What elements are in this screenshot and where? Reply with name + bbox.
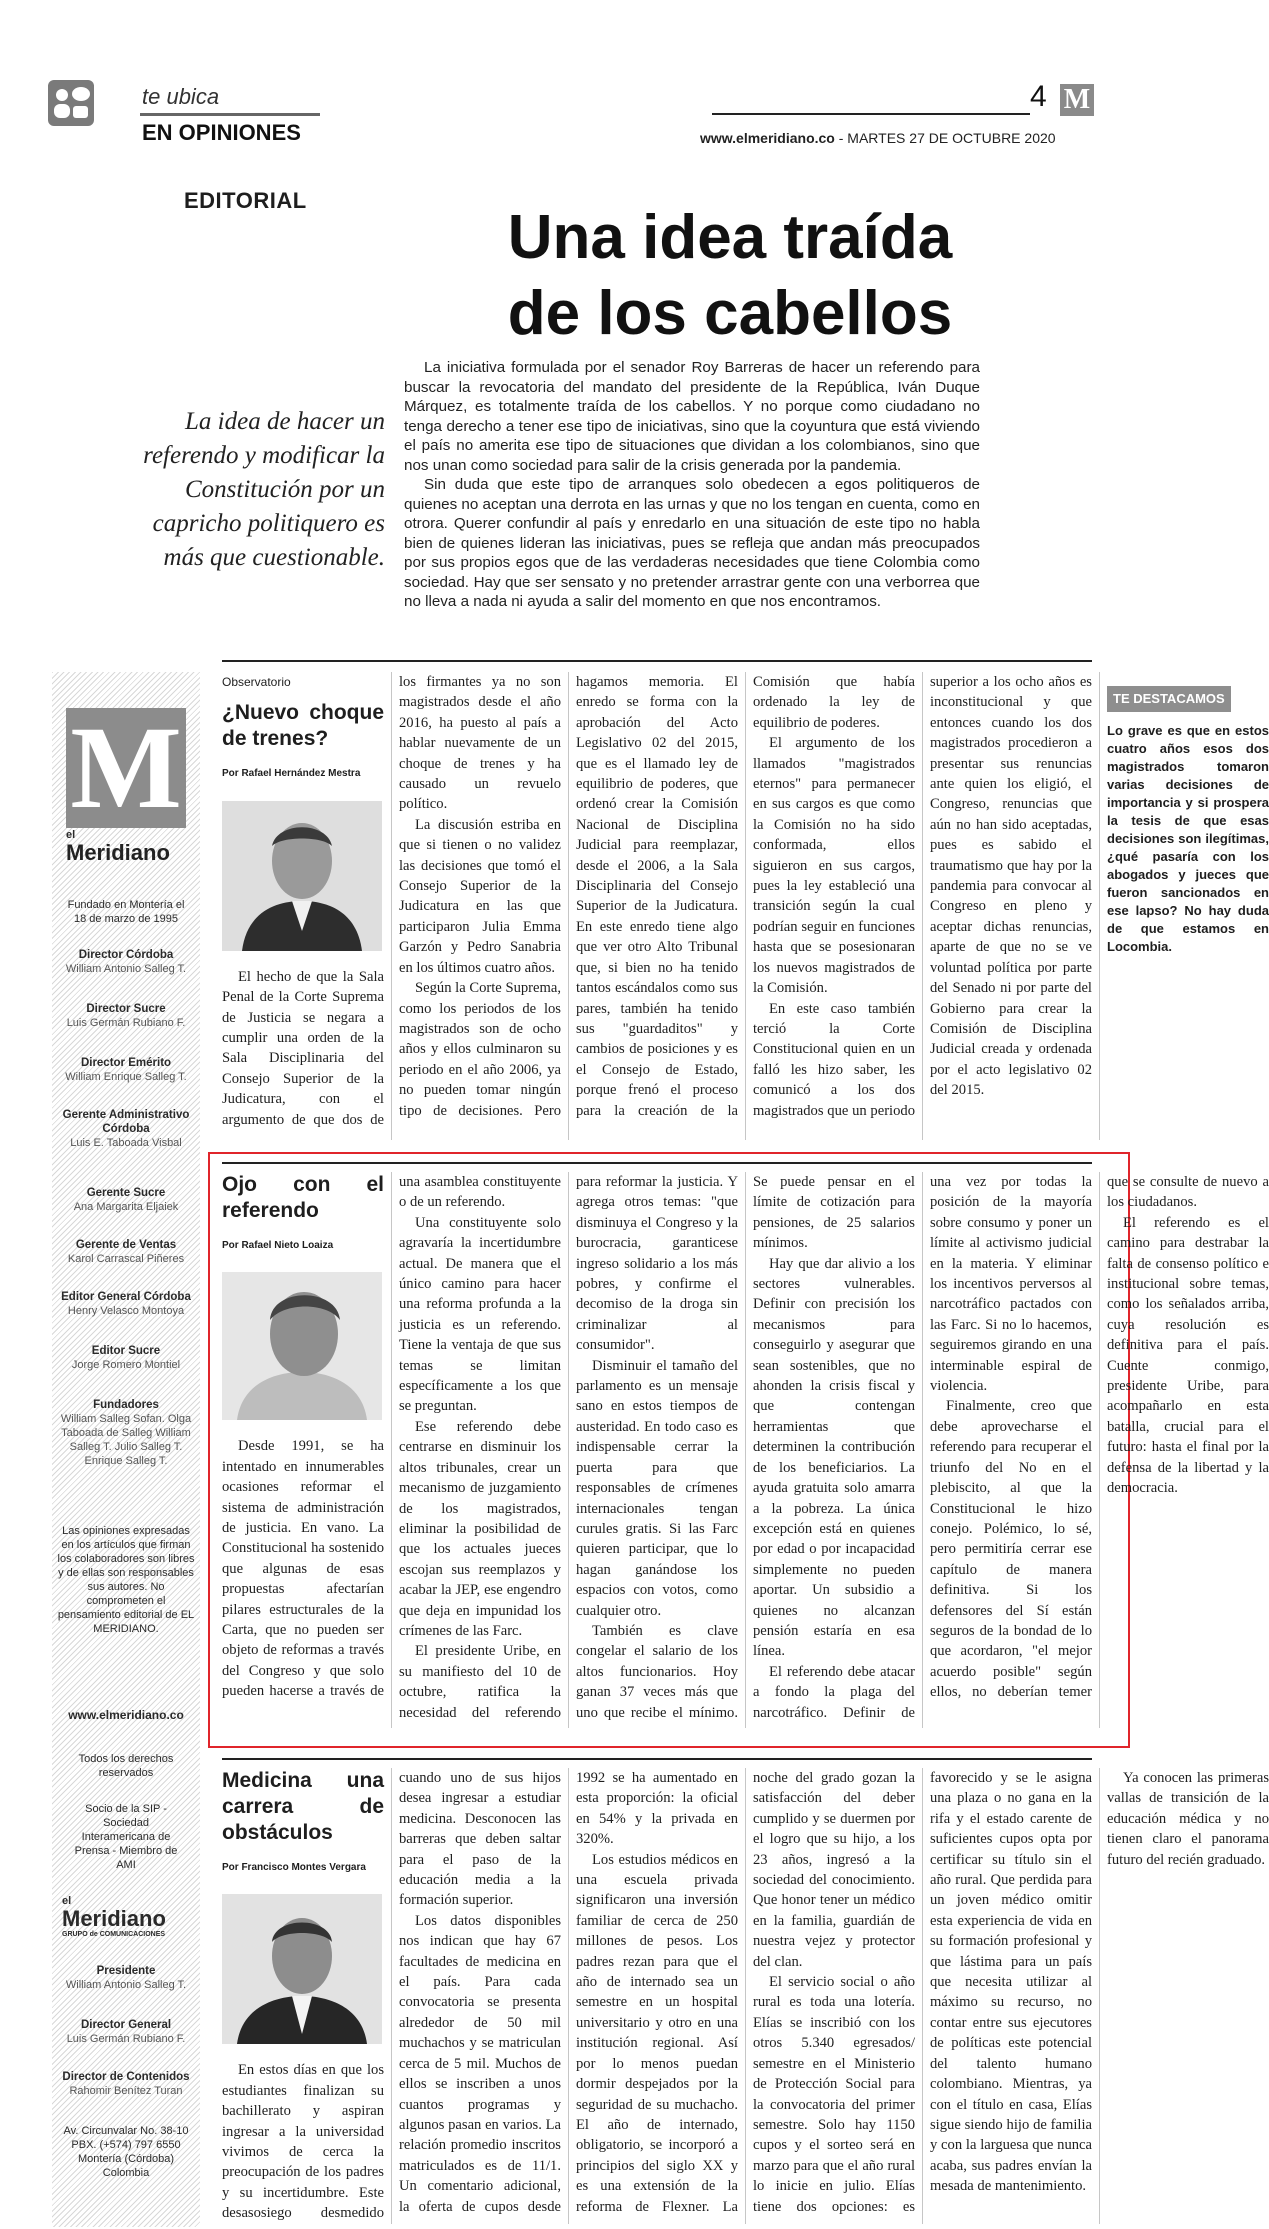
group-logo [62,1896,198,1939]
header-rule [712,113,1030,115]
site-url[interactable]: www.elmeridiano.co [700,130,835,146]
column-paragraph: En este caso también terció la Corte Constitucional quien en un falló les hizo saber, les comunicó a los dos magistrados que un periodo superior a los ocho años es inconstitucional y que entonces cuando los dos magistrados procedieron a presentar sus renuncias ante quien los eligió, el Congreso, renuncias que aún no han sido aceptadas, pues es sabido el traumatismo que hay por la pandemia para convocar al Congreso en pleno y aceptar dichas renuncias, aparte de que no se ve voluntad política por parte del Senado ni por parte del Gobierno para crear la Comisión de Disciplina Judicial creada y ordenada por el acto legislativo 02 del 2015. [753,674,1092,1119]
editorial-paragraph: La iniciativa formulada por el senador Roy Barreras de hacer un referendo para buscar la revocatoria del mandato del presidente de la República, Iván Duque Márquez, es totalmente traída de los cabellos. Y no porque como ciudadano no tenga derecho a tener ese tipo de iniciativas, sino que la coyuntura que está viviendo el país no amerita ese tipo de situaciones que dividan a los colombianos, sino que nos unan como sociedad para salir de la crisis generada por la pandemia. [404,359,980,474]
editorial-title-line-1: Una idea traída [507,203,953,272]
founded-text: Fundado en Montería el 18 de marzo de 1995 [67,899,185,925]
group-logo-name: Meridiano [62,1906,166,1931]
author-photo [222,801,382,951]
masthead-brand [66,830,196,865]
staff-role: Director de Contenidos Rahomir Benítez Turan [62,2071,190,2097]
editorial-title [410,200,1050,352]
column-paragraph: El referendo es el camino para destrabar la falta de consenso político e institucional sobre temas, como los señalados arriba, cuya resolución es definitiva para el país. Cuente conmigo, presidente Uribe, para acompañarlo en esta batalla, crucial para el futuro: hasta el final por la defensa de la libertad y la democracia. [1107,1214,1269,1497]
editorial-body [404,358,980,612]
editorial-title-line-2: de los cabellos [507,279,953,348]
masthead-brand-name: Meridiano [66,840,170,865]
column-paragraph: La discusión estriba en que si tienen o no validez las decisiones que tomó el Consejo Superior de la Judicatura en las que participaron Julia Emma Garzón y Pedro Sanabria en los últimos cuatro años. [399,816,561,976]
page-number: 4 [1030,80,1047,113]
editorial-paragraph: Sin duda que este tipo de arranques solo obedecen a egos politiqueros de quienes no aceptan una derrota en las urnas y que no los tengan en cuenta, como en otrora. Querer confundir al país y enredarlo en una situación de este tipo no habla bien de quienes lideran las iniciativas, pues se refleja que andan más preocupados por sus propios egos que de las verdaderas necesidades que tiene Colombia como sociedad. Hay que ser sensato y no pretender arrastrar gente con una verborrea que no lleva a nada ni ayuda a salir del momento en que nos encontramos. [404,476,980,610]
staff-role: Director Emérito William Enrique Salleg T. [65,1057,187,1083]
column-paragraph: Ese referendo debe centrarse en disminuir los altos tribunales, crear un mecanismo de juzgamiento de los magistrados, eliminar la posibilidad de que los actuales jueces escojan sus reemplazos y acabar la JEP, ese engendro que deja en impunidad los crímenes de las Farc. [399,1418,561,1639]
author-photo [222,1272,382,1420]
column-paragraph: Según la Corte Suprema, como los periodos de los magistrados son de ocho años y ellos culminaron su periodo en el año 2006, ya no pueden tomar ningún tipo de decisiones. Pero hagamos memoria. El enredo se forma con la aprobación del Acto Legislativo 02 del 2015, que es el llamado ley de equilibrio de poderes, que ordenó crear la Comisión Nacional de Disciplina Judicial para reemplazar, desde el 2006, a la Sala Disciplinaria del Consejo Superior de la Judicatura. En este enredo tiene algo que ver otro Alto Tribunal que, si bien no ha tenido tantos escándalos como sus pares, también ha tenido sus "guardaditos" y cambios de posiciones y es el Consejo de Estado, porque frenó el proceso para la creación de la Comisión que había ordenado la ley de equilibrio de poderes. [399,674,915,1119]
column-title: ¿Nuevo choque de trenes? [222,701,384,751]
header-dateline [700,130,1056,146]
highlight-label: TE DESTACAMOS [1107,686,1231,712]
column-rule [222,660,1092,662]
column-byline: Por Francisco Montes Vergara [222,1862,366,1873]
author-photo [222,1894,382,2044]
column-paragraph: El presidente Uribe, en su manifiesto del 10 de octubre, ratifica la necesidad del referendo para reformar la justicia. Y agrega otros temas: "que disminuya el Congreso y la burocracia, garanticese ingreso solidario a los más pobres, y confirme el decomiso de la droga sin criminalizar al consumidor". [399,1174,738,1721]
editorial-pullquote: La idea de hacer un referendo y modificar la Constitución por un capricho politiquero es más que cuestionable. [143,408,385,571]
column-paragraph: Los estudios médicos en una escuela privada significaron una inversión familiar de cerca de 250 millones de pesos. Los padres rezan para que el año de internado sea un semestre en un hospital universitario y otro en una institución regional. Así por lo menos puedan dormir despejados por la seguridad de su muchacho. El año de internado, obligatorio, se incorporó a principios del siglo XX y es una extensión de la reforma de Flexner. La noche del grado gozan la satisfacción del deber cumplido y se duermen por el logro que su hijo, a los 23 años, ingresó a la sociedad del conocimiento. Que honor tener un médico en la familia, guardián de nuestra vejez y protector del clan. [576,1770,915,2215]
column-paragraph: Ya conocen las primeras vallas de transición de la educación médica y no tienen claro el panorama futuro del recién graduado. [1107,1770,1269,1868]
column-observatorio [222,672,1269,1140]
column-byline: Por Rafael Hernández Mestra [222,768,361,780]
column-paragraph: Disminuir el tamaño del parlamento es un mensaje sano en estos tiempos de austeridad. En todo caso es indispensable cerrar la puerta para que responsables de crímenes internacionales tengan curules gratis. Si las Farc quieren participar, que lo hagan ganándose los espacios con votos, como cualquier otro. [576,1357,738,1619]
column-paragraph: El hecho de que la Sala Penal de la Corte Suprema de Justicia se negara a cumplir una orden de la Sala Disciplinaria del Consejo Superior de la Judicatura, con el argumento de que dos de los firmantes ya no son magistrados desde el año 2016, ha puesto al país a hablar nuevamente de un choque de trenes y ha causado un revuelo político. [222,674,561,1128]
issue-date: - MARTES 27 DE OCTUBRE 2020 [838,130,1056,146]
staff-role: Director Sucre Luis Germán Rubiano F. [66,1003,186,1029]
section-tag-rule [140,113,320,116]
column-paragraph: Desde 1991, se ha intentado en innumerables ocasiones reformar el sistema de administración de justicia. En vano. La Constitucional ha sostenido que algunas de esas propuestas afectarían pilares estructurales de la Carta, que no pueden ser objeto de reformas a través del Congreso y que solo pueden hacerse a través de una asamblea constituyente o de un referendo. [222,1174,561,1700]
member-text: Socio de la SIP - Sociedad Interamericana de Prensa - Miembro de AMI [74,1803,178,1871]
column-rule [222,1758,1092,1760]
section-label: EDITORIAL [184,188,307,213]
column-paragraph: El argumento de los llamados "magistrados eternos" para permanecer en sus cargos es que como la Comisión no ha sido conformada, ellos siguieron en sus cargos, pues la ley estableció una transición según la cual podrían seguir en funciones hasta que se posesionaran los nuevos magistrados de la Comisión. [753,735,915,997]
staff-role: Editor Sucre Jorge Romero Montiel [71,1345,181,1371]
rights-text: Todos los derechos reservados [78,1753,174,1779]
staff-role: Gerente Sucre Ana Margarita Eljaiek [73,1187,179,1213]
column-paragraph: También es clave congelar el salario de los altos funcionarios. Hoy ganan 37 veces más que uno que recibe el mínimo. Se puede pensar en el límite de cotización para pensiones, de 25 salarios mínimos. [576,1174,915,1721]
column-byline: Por Rafael Nieto Loaiza [222,1240,334,1251]
column-referendo [222,1172,1269,1728]
group-logo-sub: GRUPO de COMUNICACIONES [62,1931,166,1938]
masthead-brand-small: el [66,829,76,841]
staff-role: Director Córdoba William Antonio Salleg T. [65,949,187,975]
column-paragraph: Los datos disponibles nos indican que hay 67 facultades de medicina en el país. Para cada convocatoria se presenta alrededor de 50 mil muchachos y se matriculan cerca de 5 mil. Muchos de ellos se inscriben a unos cuantos programas y algunos pasan en varios. La relación promedio inscritos matriculados es de 11/1. Un comentario adicional, la oferta de cupos desde 1992 se ha aumentado en esta proporción: la oficial en 54% y la privada en 320%. [399,1770,738,2215]
column-medicina [222,1768,1269,2224]
masthead-sidebar [52,672,200,2227]
column-rule [222,1162,1092,1164]
column-paragraph: Finalmente, creo que debe aprovecharse el referendo para recuperar el triunfo del No en el plebiscito, al que la Constitucional le hizo conejo. Polémico, lo sé, pero permitiría cerrar ese capítulo de manera definitiva. Si los defensores del Sí están seguros de la bondad de lo que acordaron, "el mejor acuerdo posible" según ellos, no deberían temer que se consulte de nuevo a los ciudadanos. [930,1174,1269,1701]
section-tag-big: EN OPINIONES [142,120,301,145]
address: Av. Circunvalar No. 38-10 PBX. (+574) 797 6550 Montería (Córdoba) Colombia [63,2125,189,2179]
highlight-text: Lo grave es que en estos cuatro años esos dos magistrados tomaron varias decisiones de importancia y si prospera la tesis de que esas decisiones son ilegítimas, ¿qué pasaría con los abogados y jueces que fueron sancionados en ese lapso? No hay duda de que estamos en Locombia. [1107,723,1269,955]
section-tag-small: te ubica [142,84,220,109]
section-icon [48,80,94,126]
staff-role: Gerente Administrativo Córdoba Luis E. Taboada Visbal [62,1109,190,1149]
staff-role: Presidente William Antonio Salleg T. [65,1965,187,1991]
founders: Fundadores William Salleg Sofan. Olga Taboada de Salleg William Salleg T. Julio Salleg T. Enrique Salleg T. [60,1399,192,1467]
column-kicker: Observatorio [222,675,291,689]
disclaimer: Las opiniones expresadas en los artículos que firman los colaboradores son libres y de ellas son responsables sus autores. No comprometen el pensamiento editorial de EL MERIDIANO. [57,1525,195,1635]
masthead-logo-icon: M [66,708,186,828]
staff-role: Gerente de Ventas Karol Carrascal Piñeres [67,1239,185,1265]
page-logo-icon: M [1060,84,1094,116]
column-paragraph: Hay que dar alivio a los sectores vulnerables. Definir con precisión los mecanismos para conseguirlo y asegurar que sean sostenibles, que no ahonden la crisis fiscal y que contengan herramientas que determinen la contribución de los beneficiarios. La ayuda gratuita solo amarra a la pobreza. La única excepción está en quienes por edad o por incapacidad simplemente no pueden aportar. Un subsidio a quienes no alcanzan pensión estaría en esa línea. [753,1255,915,1660]
column-paragraph: En estos días en que los estudiantes finalizan su bachillerato y aspiran ingresar a la universidad vivimos de cerca la preocupación de los padres y su incertidumbre. Este desasosiego desmedido cuando uno de sus hijos desea ingresar a estudiar medicina. Desconocen las barreras que deben saltar para el paso de la educación media a la formación superior. [222,1770,561,2222]
sidebar-website[interactable]: www.elmeridiano.co [68,1708,184,1722]
group-logo-small: el [62,1895,72,1907]
column-paragraph: El referendo debe atacar a fondo la plaga del narcotráfico. Definir de una vez por todas la posición de la mayoría sobre consumo y poner un límite al activismo judicial en la materia. Y eliminar los incentivos perversos al narcotráfico pactados con las Farc. Si no lo hacemos, seguiremos girando en una interminable espiral de violencia. [753,1174,1092,1721]
column-paragraph: Una constituyente solo agravaría la incertidumbre actual. De manera que el único camino para hacer una reforma profunda a la justicia es un referendo. Tiene la ventaja de que sus temas se limitan específicamente a los que se preguntan. [399,1214,561,1415]
column-paragraph: El servicio social o año rural es toda una lotería. Elías se inscribió con los otros 5.340 egresados/ semestre en el Ministerio de Protección Social para la convocatoria del primer semestre. Solo hay 1150 cupos y el sorteo será en marzo para que el año rural lo inicie en julio. Elías tiene dos opciones: es favorecido y se le asigna una plaza o no gana en la rifa y el estado carente de suficientes cupos opta por certificar su título sin el año rural. Que perdida para un joven médico omitir esta experiencia de vida en su formación profesional y que lástima para un país que necesita utilizar al máximo su recurso, no contar entre sus ejecutores de políticas este potencial del talento humano colombiano. Mientras, ya con el título en casa, Elías sigue siendo hijo de familia y con la larguesa que nunca acaba, sus padres envían la mesada de mantenimiento. [753,1770,1092,2215]
column-title: Ojo con el referendo [222,1173,384,1222]
column-title: Medicina una carrera de obstáculos [222,1769,384,1844]
staff-role: Director General Luis Germán Rubiano F. [66,2019,186,2045]
staff-role: Editor General Córdoba Henry Velasco Montoya [61,1291,191,1317]
